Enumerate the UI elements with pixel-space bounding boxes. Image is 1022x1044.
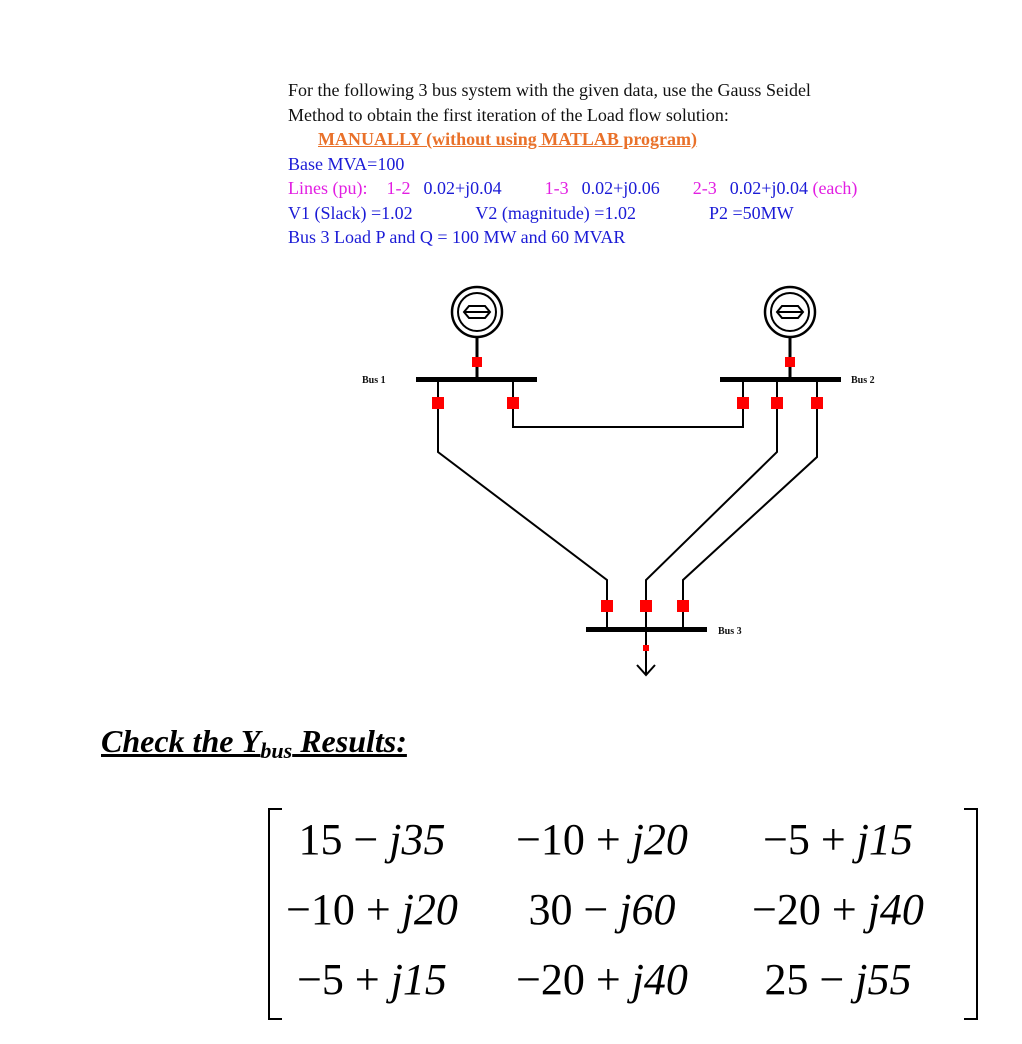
bus-2-bar [720, 377, 841, 382]
intro-line-1: For the following 3 bus system with the given data, use the Gauss Seidel [288, 80, 811, 100]
base-mva: Base MVA=100 [288, 153, 405, 174]
ybus-cell-1-1: 15 − j35 [298, 815, 446, 864]
breaker-bus3-line23b [677, 600, 689, 612]
breaker-bus3-line23a [640, 600, 652, 612]
breaker-bus2-line12 [737, 397, 749, 409]
voltage-row [288, 201, 988, 226]
v2-value: V2 (magnitude) =1.02 [475, 202, 636, 223]
generator-2 [765, 287, 815, 380]
bus-3-label: Bus 3 [718, 626, 742, 637]
problem-statement [288, 78, 988, 250]
ybus-cell-3-1: −5 + j15 [297, 955, 447, 1004]
ybus-cell-2-2: 30 − j60 [528, 885, 676, 934]
line-23-note: (each) [812, 178, 858, 198]
breaker-bus2-line23a [771, 397, 783, 409]
p2-value: P2 =50MW [708, 202, 794, 223]
breaker-bus1-line13 [432, 397, 444, 409]
ybus-cell-1-2: −10 + j20 [516, 815, 688, 864]
v1-value: V1 (Slack) =1.02 [288, 202, 413, 223]
lines-label: Lines (pu): [288, 178, 368, 198]
three-bus-diagram [340, 282, 900, 682]
manual-note-row [288, 127, 988, 152]
line-1-2 [513, 382, 743, 427]
line-23-id: 2-3 [692, 178, 717, 198]
line-2-3-b [683, 382, 817, 627]
breaker-bus1-line12 [507, 397, 519, 409]
bus3-load: Bus 3 Load P and Q = 100 MW and 60 MVAR [288, 227, 626, 247]
manual-note: MANUALLY (without using MATLAB program) [318, 129, 698, 149]
generator-1 [452, 287, 502, 380]
line-23-value: 0.02+j0.04 [729, 178, 808, 198]
bus-2-label: Bus 2 [851, 375, 875, 386]
gen1-breaker [472, 357, 482, 367]
line-1-3 [438, 382, 607, 627]
breaker-bus3-line13 [601, 600, 613, 612]
ybus-matrix [268, 808, 978, 1018]
load-arrow-icon [637, 632, 655, 675]
check-ybus-heading: Check the $Y_{bus}$ Results: [101, 723, 407, 763]
line-12-id: 1-2 [386, 178, 411, 198]
line-13-value: 0.02+j0.06 [581, 178, 660, 198]
bus-1-bar [416, 377, 537, 382]
ybus-cell-3-2: −20 + j40 [516, 955, 688, 1004]
line-12-value: 0.02+j0.04 [423, 178, 502, 198]
matrix-right-bracket [964, 808, 978, 1020]
bus-1-label: Bus 1 [362, 375, 386, 386]
gen2-breaker [785, 357, 795, 367]
line-2-3-a [646, 382, 777, 627]
ybus-cell-2-3: −20 + j40 [752, 885, 924, 934]
ybus-cell-2-1: −10 + j20 [286, 885, 458, 934]
ybus-cell-1-3: −5 + j15 [763, 815, 913, 864]
intro-line-2: Method to obtain the first iteration of the Load flow solution: [288, 104, 729, 125]
lines-data-row [288, 176, 988, 201]
line-13-id: 1-3 [544, 178, 569, 198]
bus-3-bar [586, 627, 707, 632]
breaker-bus2-line23b [811, 397, 823, 409]
ybus-cell-3-3: 25 − j55 [764, 955, 912, 1004]
